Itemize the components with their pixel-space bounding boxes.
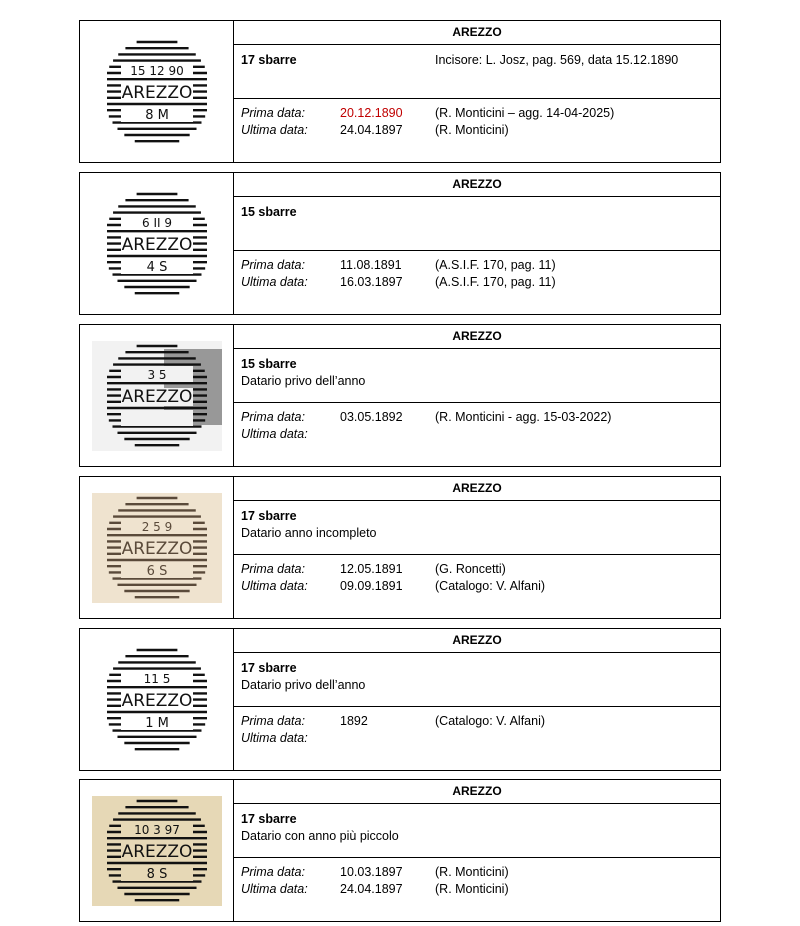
datario-note: Datario privo dell’anno	[241, 678, 366, 692]
last-date-label: Ultima data:	[241, 731, 308, 745]
postmark-time-text: 4 S	[146, 259, 167, 275]
postmark-time-text: 1 M	[144, 715, 169, 731]
postmark-town-text: AREZZO	[121, 234, 192, 255]
first-date-label: Prima data:	[241, 714, 305, 728]
postmark-time-text: 6 S	[146, 563, 167, 579]
postmark-image	[80, 780, 234, 921]
entry-title: AREZZO	[234, 629, 720, 653]
first-date-row	[241, 561, 720, 578]
catalog-entry	[79, 476, 721, 619]
postmark-date-text: 6 II 9	[141, 215, 172, 230]
entry-description	[234, 501, 720, 555]
catalog-entry	[79, 172, 721, 315]
dates-section	[234, 707, 720, 770]
dates-section	[234, 403, 720, 466]
postmark-town-text: AREZZO	[121, 690, 192, 711]
postmark-date-text: 2 5 9	[141, 519, 172, 534]
entry-description	[234, 197, 720, 251]
bars-count: 17 sbarre	[241, 53, 297, 67]
last-date-row	[241, 122, 720, 139]
first-date-value: 03.05.1892	[340, 410, 403, 424]
first-date-source: (R. Monticini - agg. 15-03-2022)	[435, 410, 612, 424]
first-date-row	[241, 105, 720, 122]
first-date-label: Prima data:	[241, 865, 305, 879]
last-date-row	[241, 274, 720, 291]
first-date-source: (A.S.I.F. 170, pag. 11)	[435, 258, 556, 272]
postmark-town-text: AREZZO	[121, 386, 192, 407]
first-date-label: Prima data:	[241, 258, 305, 272]
postmark-svg	[82, 175, 232, 313]
postmark-image	[80, 325, 234, 466]
bars-count: 15 sbarre	[241, 357, 297, 371]
last-date-label: Ultima data:	[241, 123, 308, 137]
entry-title: AREZZO	[234, 173, 720, 197]
postmark-image	[80, 477, 234, 618]
datario-note: Datario con anno più piccolo	[241, 829, 399, 843]
postmark-image	[80, 173, 234, 314]
last-date-source: (R. Monticini)	[435, 123, 509, 137]
last-date-value: 24.04.1897	[340, 882, 403, 896]
bars-count: 17 sbarre	[241, 509, 297, 523]
postmark-svg	[82, 327, 232, 465]
first-date-row	[241, 713, 720, 730]
first-date-source: (Catalogo: V. Alfani)	[435, 714, 546, 728]
first-date-label: Prima data:	[241, 106, 305, 120]
first-date-row	[241, 257, 720, 274]
last-date-label: Ultima data:	[241, 882, 308, 896]
postmark-town-text: AREZZO	[121, 82, 192, 103]
last-date-value: 09.09.1891	[340, 579, 403, 593]
last-date-label: Ultima data:	[241, 579, 308, 593]
postmark-time-text: 8 S	[146, 866, 167, 882]
entry-title: AREZZO	[234, 477, 720, 501]
engraver-info: Incisore: L. Josz, pag. 569, data 15.12.1890	[435, 53, 679, 67]
entry-info	[234, 477, 720, 618]
postmark-town-text: AREZZO	[121, 841, 192, 862]
first-date-label: Prima data:	[241, 562, 305, 576]
postmark-date-text: 15 12 90	[129, 63, 184, 78]
dates-section	[234, 99, 720, 162]
postmark-svg	[82, 479, 232, 617]
postmark-image	[80, 21, 234, 162]
first-date-row	[241, 409, 720, 426]
entry-description	[234, 349, 720, 403]
catalog-entry	[79, 628, 721, 771]
postmark-svg	[82, 631, 232, 769]
postmark-svg	[82, 23, 232, 161]
first-date-value: 11.08.1891	[340, 258, 402, 272]
postmark-town-text: AREZZO	[121, 538, 192, 559]
dates-section	[234, 858, 720, 921]
first-date-row	[241, 864, 720, 881]
last-date-value: 16.03.1897	[340, 275, 403, 289]
entry-title: AREZZO	[234, 325, 720, 349]
last-date-source: (Catalogo: V. Alfani)	[435, 579, 546, 593]
entry-title: AREZZO	[234, 21, 720, 45]
postmark-date-text: 3 5	[146, 367, 167, 382]
last-date-source: (R. Monticini)	[435, 882, 509, 896]
catalog-entry	[79, 779, 721, 922]
entry-info	[234, 780, 720, 921]
bars-count: 15 sbarre	[241, 205, 297, 219]
first-date-value: 20.12.1890	[340, 106, 403, 120]
last-date-row	[241, 881, 720, 898]
bars-count: 17 sbarre	[241, 812, 297, 826]
entry-info	[234, 325, 720, 466]
postmark-time-text: 8 M	[144, 107, 169, 123]
first-date-source: (R. Monticini – agg. 14-04-2025)	[435, 106, 615, 120]
first-date-source: (R. Monticini)	[435, 865, 509, 879]
first-date-value: 12.05.1891	[340, 562, 403, 576]
postmark-date-text: 11 5	[143, 671, 170, 686]
entry-info	[234, 173, 720, 314]
postmark-image	[80, 629, 234, 770]
catalog-entry	[79, 20, 721, 163]
datario-note: Datario anno incompleto	[241, 526, 377, 540]
last-date-row	[241, 426, 720, 443]
last-date-source: (A.S.I.F. 170, pag. 11)	[435, 275, 556, 289]
entry-description	[234, 804, 720, 858]
entry-description	[234, 653, 720, 707]
last-date-row	[241, 730, 720, 747]
entry-description	[234, 45, 720, 99]
catalog-entry	[79, 324, 721, 467]
last-date-value: 24.04.1897	[340, 123, 403, 137]
entry-info	[234, 629, 720, 770]
entry-info	[234, 21, 720, 162]
last-date-label: Ultima data:	[241, 275, 308, 289]
first-date-value: 10.03.1897	[340, 865, 403, 879]
datario-note: Datario privo dell’anno	[241, 374, 366, 388]
bars-count: 17 sbarre	[241, 661, 297, 675]
postmark-svg	[82, 782, 232, 920]
first-date-value: 1892	[340, 714, 368, 728]
dates-section	[234, 251, 720, 314]
first-date-source: (G. Roncetti)	[435, 562, 506, 576]
entry-title: AREZZO	[234, 780, 720, 804]
dates-section	[234, 555, 720, 618]
postmark-date-text: 10 3 97	[133, 822, 180, 837]
first-date-label: Prima data:	[241, 410, 305, 424]
last-date-label: Ultima data:	[241, 427, 308, 441]
last-date-row	[241, 578, 720, 595]
